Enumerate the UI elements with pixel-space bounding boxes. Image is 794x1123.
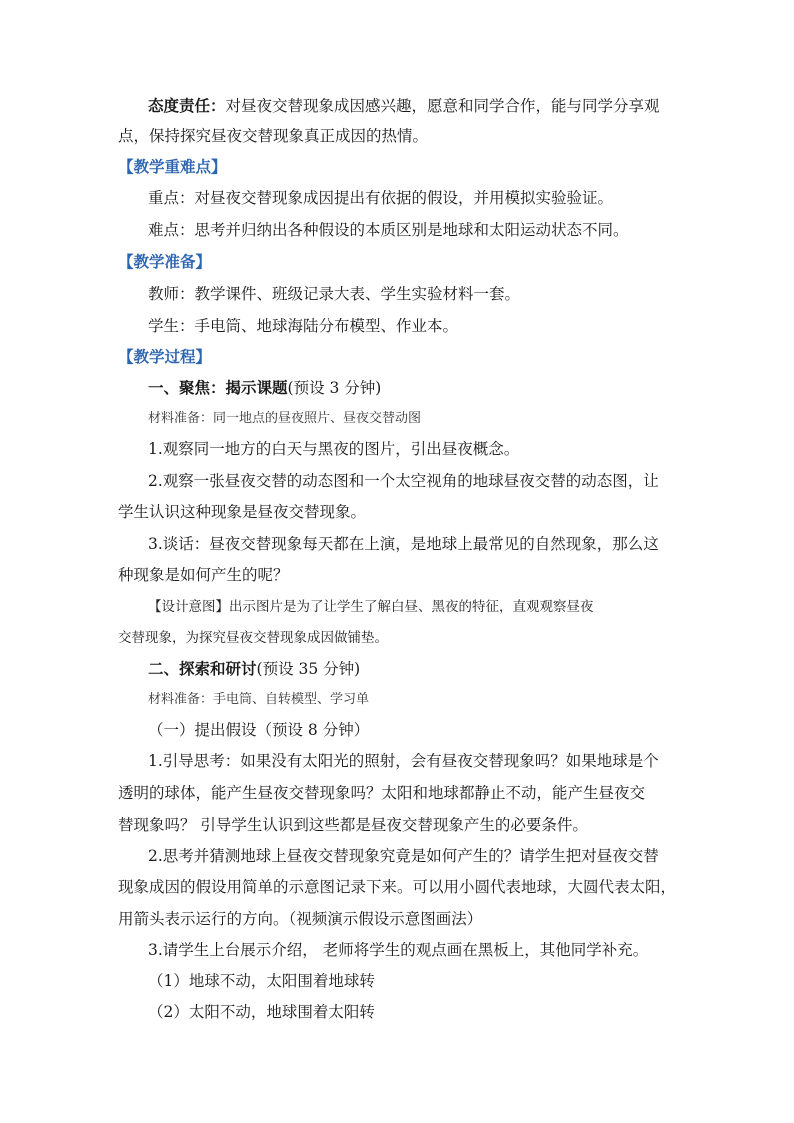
design-intent-line1: 【设计意图】出示图片是为了让学生了解白昼、黑夜的特征，直观观察昼夜	[148, 599, 594, 615]
section2-step2-line2: 现象成因的假设用简单的示意图记录下来。可以用小圆代表地球，大圆代表太阳，	[118, 878, 677, 896]
section1-title-text: 一、聚焦：揭示课题	[148, 378, 288, 397]
section2-title	[148, 659, 718, 679]
section2-step1-line3: 替现象吗？ 引导学生认识到这些都是昼夜交替现象产生的必要条件。	[118, 816, 588, 834]
process-heading: 【教学过程】	[118, 348, 212, 366]
attitude-line-2: 点，保持探究昼夜交替现象真正成因的热情。	[118, 127, 429, 145]
section2-step2-line1: 2.思考并猜测地球上昼夜交替现象究竟是如何产生的？请学生把对昼夜交替	[148, 847, 659, 865]
preparation-student: 学生：手电筒、地球海陆分布模型、作业本。	[148, 317, 459, 335]
design-intent-line2: 交替现象，为探究昼夜交替现象成因做铺垫。	[118, 630, 388, 646]
section2-step3: 3.请学生上台展示介绍， 老师将学生的观点画在黑板上，其他同学补充。	[148, 941, 649, 959]
attitude-label: 态度责任：	[148, 96, 226, 115]
section1-materials: 材料准备：同一地点的昼夜照片、昼夜交替动图	[148, 411, 422, 426]
preparation-heading: 【教学准备】	[118, 253, 212, 271]
attitude-text-1: 对昼夜交替现象成因感兴趣，愿意和同学合作，能与同学分享观	[225, 97, 660, 115]
section1-step1: 1.观察同一地方的白天与黑夜的图片，引出昼夜概念。	[148, 440, 520, 458]
section2-sub1: （一）提出假设（预设 8 分钟）	[148, 721, 370, 739]
section2-option1: （1）地球不动，太阳围着地球转	[148, 972, 375, 990]
section2-step2-line3: 用箭头表示运行的方向。（视频演示假设示意图画法）	[118, 910, 483, 928]
section2-step1-line1: 1.引导思考：如果没有太阳光的照射，会有昼夜交替现象吗？如果地球是个	[148, 752, 659, 770]
section1-step3-line1: 3.谈话：昼夜交替现象每天都在上演，是地球上最常见的自然现象，那么这	[148, 535, 659, 553]
section2-option2: （2）太阳不动，地球围着太阳转	[148, 1003, 375, 1021]
section2-materials: 材料准备：手电筒、自转模型、学习单	[148, 692, 370, 707]
preparation-teacher: 教师：教学课件、班级记录大表、学生实验材料一套。	[148, 285, 521, 303]
attitude-line-1	[148, 96, 718, 116]
key-point-difficult: 难点：思考并归纳出各种假设的本质区别是地球和太阳运动状态不同。	[148, 221, 629, 239]
key-points-heading: 【教学重难点】	[118, 158, 227, 176]
section2-title-text: 二、探索和研讨	[148, 659, 257, 678]
key-point-important: 重点：对昼夜交替现象成因提出有依据的假设，并用模拟实验验证。	[148, 189, 614, 207]
section1-step2-line1: 2.观察一张昼夜交替的动态图和一个太空视角的地球昼夜交替的动态图，让	[148, 472, 659, 490]
section1-time: (预设 3 分钟)	[287, 379, 382, 397]
section1-step3-line2: 种现象是如何产生的呢？	[118, 566, 289, 584]
section1-title	[148, 378, 718, 398]
section2-step1-line2: 透明的球体，能产生昼夜交替现象吗？太阳和地球都静止不动，能产生昼夜交	[118, 784, 646, 802]
section2-time: (预设 35 分钟)	[256, 660, 361, 678]
section1-step2-line2: 学生认识这种现象是昼夜交替现象。	[118, 503, 367, 521]
